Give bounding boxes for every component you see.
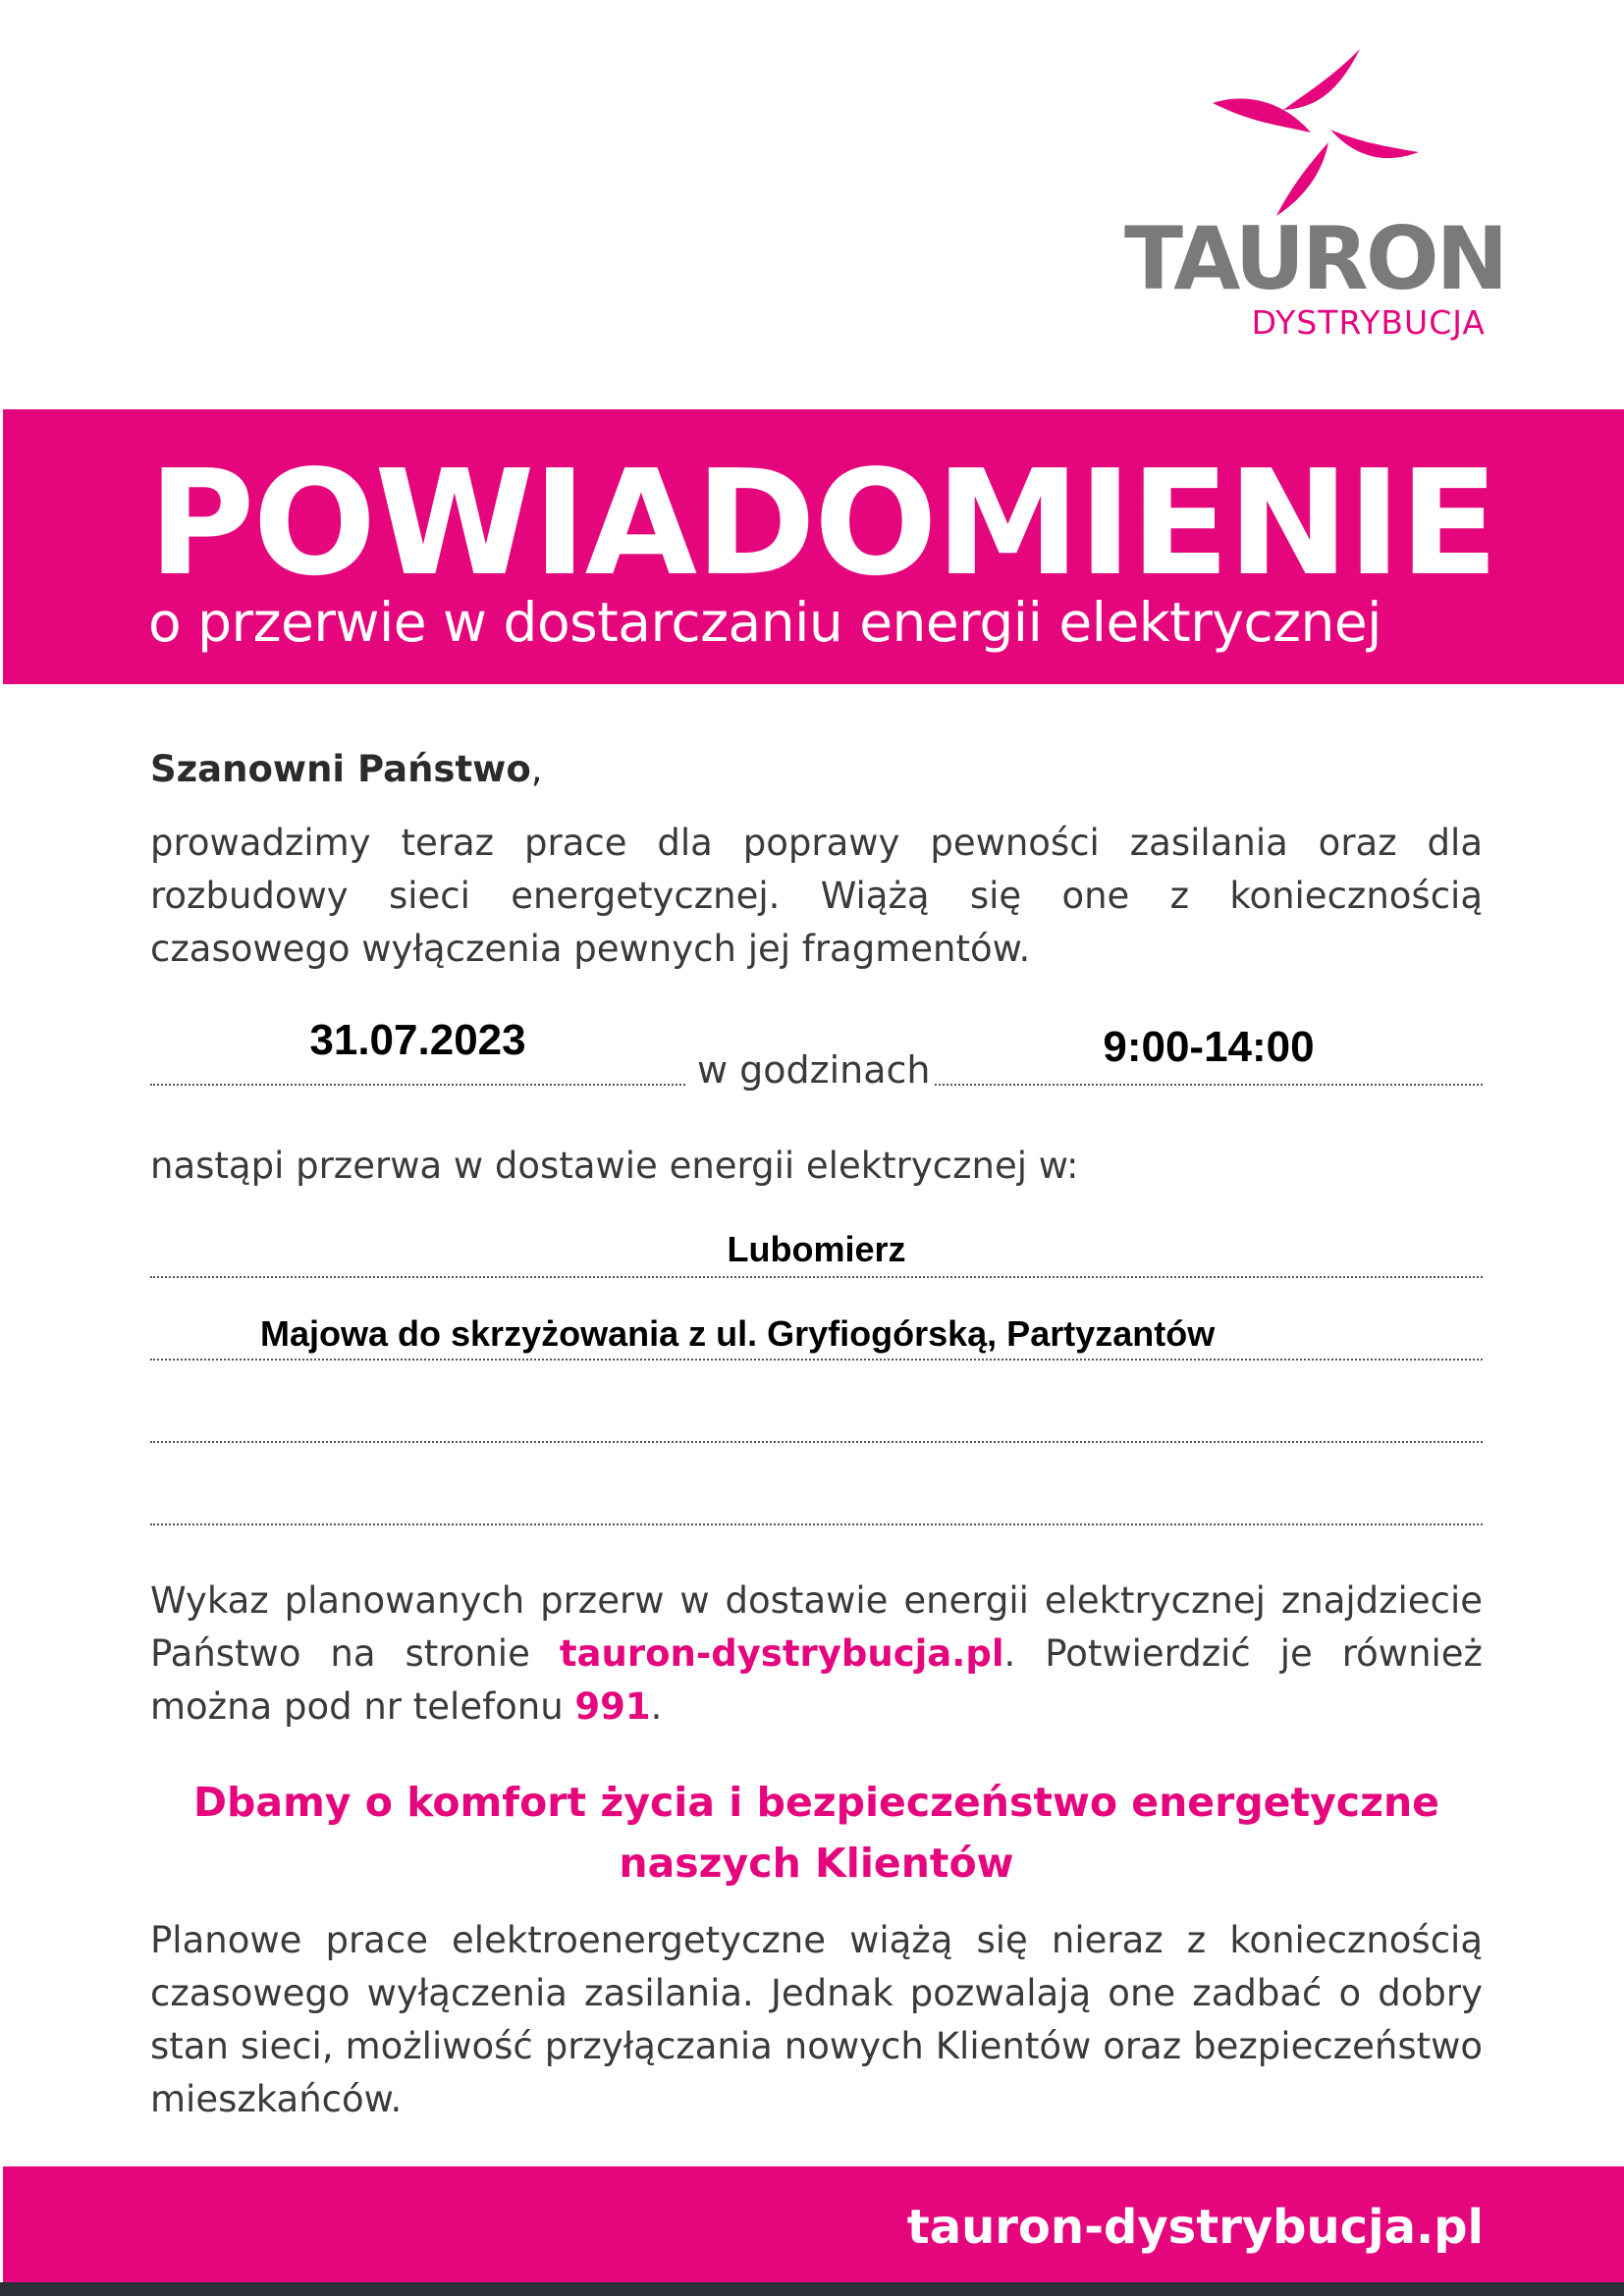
footer-url[interactable]: tauron-dystrybucja.pl: [906, 2200, 1484, 2255]
greeting-comma: ,: [530, 748, 543, 790]
care-heading-line-2: naszych Klientów: [619, 1840, 1014, 1887]
logo-subtitle: DYSTRYBUCJA: [1251, 303, 1486, 342]
dotted-line-4: [150, 1523, 1483, 1525]
header-banner: [3, 409, 1624, 684]
tauron-windmill-logo-icon: [1213, 49, 1419, 221]
intro-paragraph: prowadzimy teraz prace dla poprawy pewności zasilania oraz dla rozbudowy sieci energetycznej. Wiążą się one z koniecznością czasowego wyłączenia pewnych jej fragmentów.: [150, 822, 1483, 970]
hours-dotted-line: [935, 1084, 1483, 1086]
info-text-1: Wykaz planowanych przerw w dostawie energii elektrycznej znajdziecie Państwo na stronie: [150, 1579, 1483, 1675]
location-intro: nastąpi przerwa w dostawie energii elektrycznej w:: [150, 1145, 1079, 1187]
info-paragraph: [150, 1575, 1483, 1734]
hours-label: w godzinach: [697, 1048, 931, 1092]
date-dotted-line: [150, 1084, 685, 1086]
location-line-2: Majowa do skrzyżowania z ul. Gryfiogórską, Partyzantów: [260, 1313, 1216, 1354]
dotted-line-3: [150, 1441, 1483, 1443]
website-link[interactable]: tauron-dystrybucja.pl: [559, 1632, 1004, 1675]
closing-paragraph: Planowe prace elektroenergetyczne wiążą się nieraz z koniecznością czasowego wyłączenia zasilania. Jednak pozwalają one zadbać o dobry stan sieci, możliwość przyłączania nowych Klientów oraz bezpieczeństwo mieszkańców.: [150, 1919, 1483, 2120]
logo-name: TAURON: [1124, 208, 1506, 309]
care-heading: [150, 1772, 1483, 1894]
location-line-1: Lubomierz: [727, 1229, 906, 1269]
care-heading-line-1: Dbamy o komfort życia i bezpieczeństwo energetyczne: [193, 1779, 1439, 1826]
info-text-2: . Potwierdzić je również można pod nr telefonu: [150, 1632, 1483, 1728]
outage-date: 31.07.2023: [309, 1016, 526, 1064]
dotted-line-2: [150, 1359, 1483, 1361]
banner-subtitle: o przerwie w dostarczaniu energii elektrycznej: [148, 591, 1381, 654]
tauron-logo: [1124, 49, 1506, 353]
footer-banner: [3, 2166, 1624, 2282]
greeting-text: Szanowni Państwo: [150, 748, 531, 790]
banner-title: POWIADOMIENIE: [148, 439, 1497, 608]
footer-bottom-bar: [0, 2282, 1624, 2296]
info-text-3: .: [650, 1685, 663, 1728]
greeting: [150, 748, 543, 790]
outage-hours: 9:00-14:00: [1103, 1023, 1315, 1071]
phone-number: 991: [574, 1685, 651, 1728]
dotted-line-1: [150, 1276, 1483, 1278]
